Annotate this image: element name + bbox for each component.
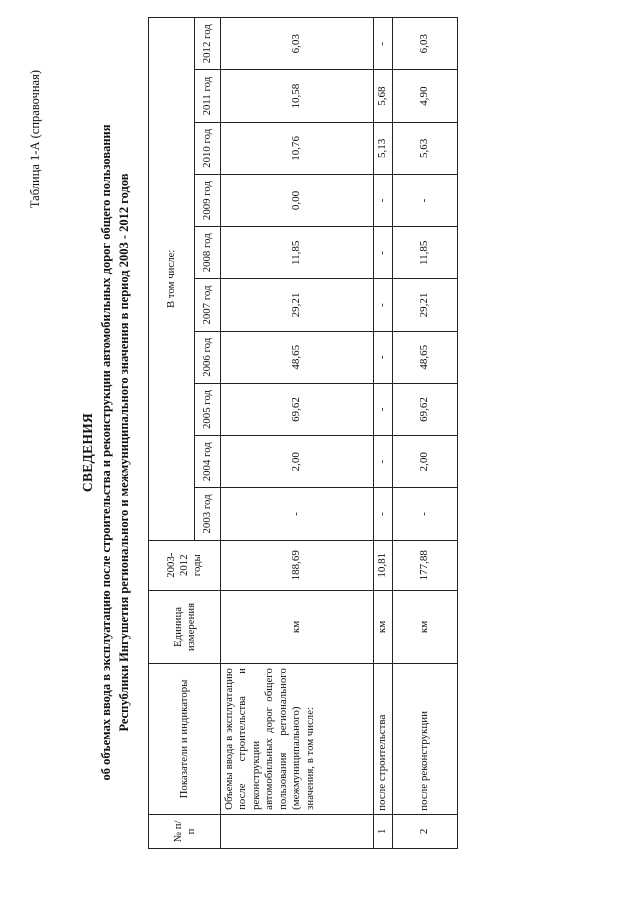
row-value: -: [374, 279, 393, 331]
row-value: -: [221, 488, 374, 540]
row-unit: км: [221, 590, 374, 663]
data-table: [148, 17, 458, 849]
row-value: 10,58: [221, 70, 374, 122]
header-year: 2003 год: [195, 488, 221, 540]
row-indicator: Объемы ввода в эксплуатацию после строительства и реконструкции автомобильных дорог общего пользования регионального (межмуниципального) значения, в том числе:: [221, 664, 374, 815]
row-num: 2: [393, 814, 458, 848]
header-year: 2007 год: [195, 279, 221, 331]
row-value: 48,65: [393, 331, 458, 383]
header-num: № п/п: [149, 814, 221, 848]
header-year: 2012 год: [195, 18, 221, 70]
row-value: 5,68: [374, 70, 393, 122]
row-value: 48,65: [221, 331, 374, 383]
row-indicator: после строительства: [374, 664, 393, 815]
row-value: -: [374, 383, 393, 435]
row-value: 4,90: [393, 70, 458, 122]
doc-subtitle-line2: Республики Ингушетия регионального и межмуниципального значения в период 2003 - 2012 годов: [117, 173, 131, 732]
row-value: -: [374, 18, 393, 70]
row-value: 5,13: [374, 122, 393, 174]
row-value: -: [374, 488, 393, 540]
header-year: 2008 год: [195, 227, 221, 279]
row-value: -: [374, 227, 393, 279]
header-incl: В том числе:: [149, 18, 195, 541]
row-unit: км: [374, 590, 393, 663]
row-value: 69,62: [221, 383, 374, 435]
doc-subtitle-line1: об объемах ввода в эксплуатацию после строительства и реконструкции автомобильных дорог общего пользования: [99, 124, 113, 781]
header-unit: Единица измерения: [149, 590, 221, 663]
row-value: 2,00: [393, 436, 458, 488]
table-caption: Таблица 1-А (справочная): [28, 70, 42, 209]
row-value: 29,21: [393, 279, 458, 331]
row-total: 10,81: [374, 540, 393, 590]
row-total: 188,69: [221, 540, 374, 590]
table-row: [221, 18, 374, 849]
table-row: [374, 18, 393, 849]
header-indicator: Показатели и индикаторы: [149, 664, 221, 815]
row-value: 29,21: [221, 279, 374, 331]
row-value: 11,85: [393, 227, 458, 279]
header-year: 2009 год: [195, 174, 221, 226]
doc-title: СВЕДЕНИЯ: [80, 412, 95, 493]
row-value: 69,62: [393, 383, 458, 435]
row-value: 5,63: [393, 122, 458, 174]
row-num: [221, 814, 374, 848]
row-value: -: [374, 174, 393, 226]
row-value: 10,76: [221, 122, 374, 174]
row-value: -: [374, 436, 393, 488]
row-value: -: [374, 331, 393, 383]
row-num: 1: [374, 814, 393, 848]
row-total: 177,88: [393, 540, 458, 590]
header-year: 2011 год: [195, 70, 221, 122]
row-value: -: [393, 488, 458, 540]
row-unit: км: [393, 590, 458, 663]
header-year: 2006 год: [195, 331, 221, 383]
row-value: 2,00: [221, 436, 374, 488]
row-value: 6,03: [393, 18, 458, 70]
row-value: -: [393, 174, 458, 226]
header-year: 2004 год: [195, 436, 221, 488]
table-row: [393, 18, 458, 849]
row-indicator: после реконструкции: [393, 664, 458, 815]
header-total: 2003-2012 годы: [149, 540, 221, 590]
header-year: 2010 год: [195, 122, 221, 174]
row-value: 11,85: [221, 227, 374, 279]
row-value: 6,03: [221, 18, 374, 70]
row-value: 0,00: [221, 174, 374, 226]
header-year: 2005 год: [195, 383, 221, 435]
